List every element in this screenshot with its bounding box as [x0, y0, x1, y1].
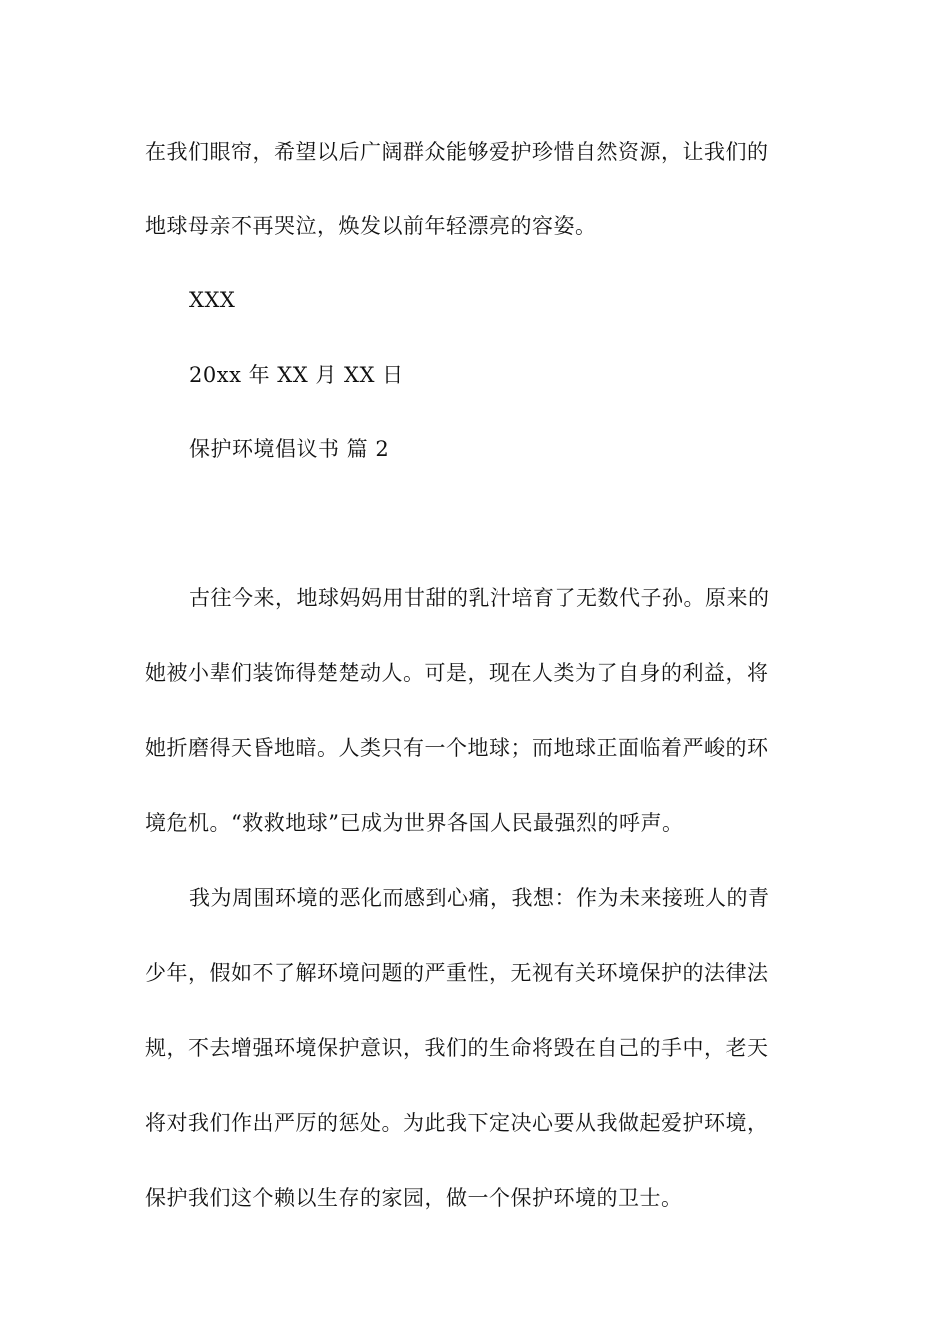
- paragraph-line: 保护我们这个赖以生存的家园，做一个保护环境的卫士。: [145, 1186, 683, 1210]
- paragraph-line: 将对我们作出严厉的惩处。为此我下定决心要从我做起爱护环境，: [145, 1111, 769, 1135]
- signature-name: XXX: [189, 288, 236, 312]
- paragraph-line: 古往今来，地球妈妈用甘甜的乳汁培育了无数代子孙。原来的: [189, 586, 770, 610]
- paragraph-line: 在我们眼帘，希望以后广阔群众能够爱护珍惜自然资源，让我们的: [145, 140, 769, 164]
- paragraph-line: 规，不去增强环境保护意识，我们的生命将毁在自己的手中，老天: [145, 1036, 769, 1060]
- paragraph-line: 少年，假如不了解环境问题的严重性，无视有关环境保护的法律法: [145, 961, 769, 985]
- paragraph-line: 境危机。“救救地球”已成为世界各国人民最强烈的呼声。: [145, 811, 684, 835]
- paragraph-line: 她折磨得天昏地暗。人类只有一个地球；而地球正面临着严峻的环: [145, 736, 769, 760]
- signature-date: 20xx 年 XX 月 XX 日: [189, 363, 404, 387]
- paragraph-line: 我为周围环境的恶化而感到心痛，我想：作为未来接班人的青: [189, 886, 770, 910]
- paragraph-line: 地球母亲不再哭泣，焕发以前年轻漂亮的容姿。: [145, 214, 597, 238]
- paragraph-line: 她被小辈们装饰得楚楚动人。可是，现在人类为了自身的利益，将: [145, 661, 769, 685]
- section-heading: 保护环境倡议书 篇 2: [189, 437, 390, 461]
